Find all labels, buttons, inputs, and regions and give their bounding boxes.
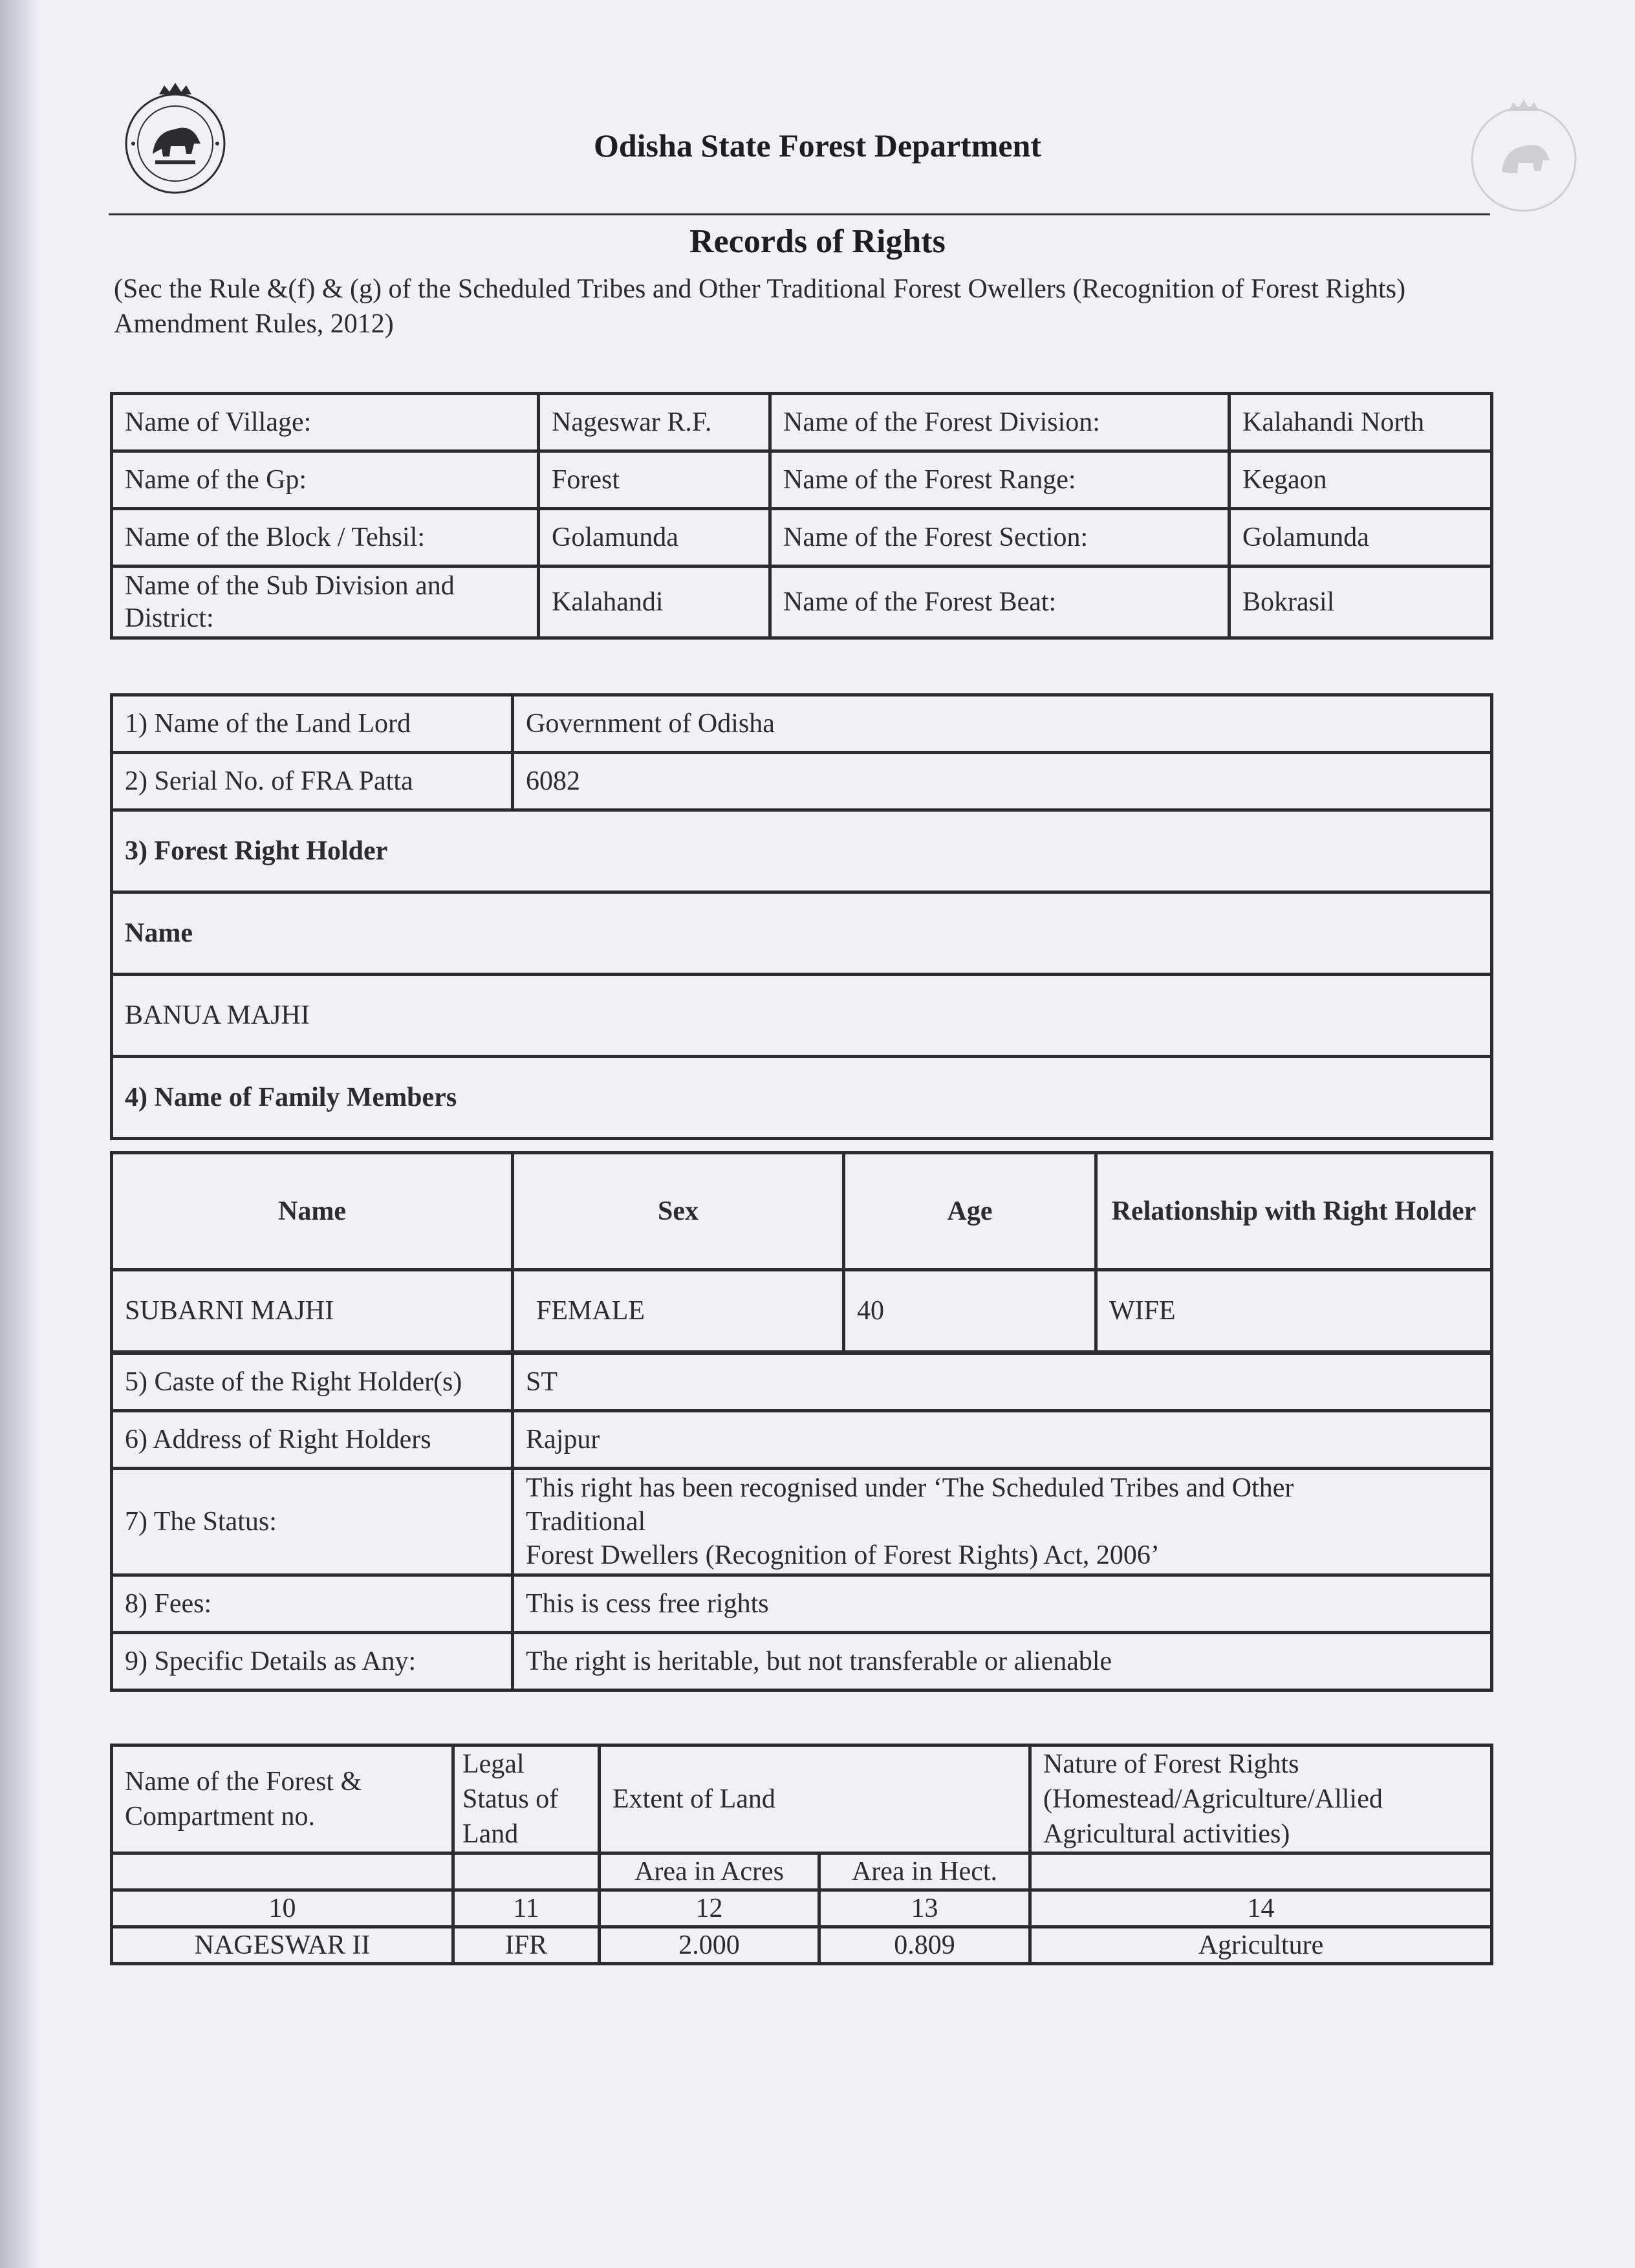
subdivision-label: Name of the Sub Division and District: (112, 567, 539, 638)
title-divider (109, 213, 1490, 215)
family-age-header: Age (844, 1153, 1096, 1270)
extent-of-land-header: Extent of Land (600, 1745, 1030, 1853)
division-label: Name of the Forest Division: (770, 394, 1229, 451)
beat-label: Name of the Forest Beat: (770, 567, 1229, 638)
table-subheader-row (112, 1853, 1492, 1890)
member-name: SUBARNI MAJHI (112, 1270, 513, 1352)
table-header-row (112, 1153, 1492, 1270)
address-value: Rajpur (513, 1411, 1492, 1469)
status-label: 7) The Status: (112, 1469, 513, 1575)
caste-value: ST (513, 1354, 1492, 1411)
table-header-row (112, 1745, 1492, 1853)
holder-name-label: Name (112, 892, 1492, 975)
table-row (112, 1469, 1492, 1575)
table-row (112, 567, 1492, 638)
table-row (112, 892, 1492, 975)
village-value: Nageswar R.F. (539, 394, 770, 451)
block-value: Golamunda (539, 509, 770, 567)
range-value: Kegaon (1229, 451, 1492, 509)
area-hect-value: 0.809 (819, 1927, 1030, 1964)
serial-label: 2) Serial No. of FRA Patta (112, 753, 513, 810)
gp-value: Forest (539, 451, 770, 509)
status-line: Traditional (526, 1507, 646, 1537)
column-number: 14 (1030, 1890, 1492, 1927)
member-sex: FEMALE (513, 1270, 844, 1352)
table-row (112, 1575, 1492, 1633)
document-title: Records of Rights (689, 223, 946, 260)
details-table (110, 1352, 1493, 1692)
status-line: This right has been recognised under ‘The Scheduled Tribes and Other (526, 1473, 1294, 1503)
column-number: 13 (819, 1890, 1030, 1927)
table-row (112, 975, 1492, 1057)
table-row (112, 1927, 1492, 1964)
family-sex-header: Sex (513, 1153, 844, 1270)
table-row (112, 394, 1492, 451)
land-table (110, 1744, 1493, 1965)
table-row (112, 509, 1492, 567)
division-value: Kalahandi North (1229, 394, 1492, 451)
holder-section-heading: 3) Forest Right Holder (112, 810, 1492, 892)
table-row (112, 753, 1492, 810)
family-section-heading: 4) Name of Family Members (112, 1057, 1492, 1139)
document-subtitle: (Sec the Rule &(f) & (g) of the Scheduled Tribes and Other Traditional Forest Owellers (Recognition of Forest Rights) Amendment Rules, 2012) (114, 274, 1406, 339)
section-value: Golamunda (1229, 509, 1492, 567)
table-row (112, 695, 1492, 753)
table-row (112, 1411, 1492, 1469)
area-acres-header: Area in Acres (600, 1853, 819, 1890)
specific-value: The right is heritable, but not transferable or alienable (513, 1633, 1492, 1690)
block-label: Name of the Block / Tehsil: (112, 509, 539, 567)
status-value (513, 1469, 1492, 1575)
table-row (112, 1633, 1492, 1690)
column-number: 11 (453, 1890, 600, 1927)
member-age: 40 (844, 1270, 1096, 1352)
column-number: 12 (600, 1890, 819, 1927)
area-acres-value: 2.000 (600, 1927, 819, 1964)
landlord-label: 1) Name of the Land Lord (112, 695, 513, 753)
beat-value: Bokrasil (1229, 567, 1492, 638)
caste-label: 5) Caste of the Right Holder(s) (112, 1354, 513, 1411)
table-row (112, 1270, 1492, 1352)
legal-status-value: IFR (453, 1927, 600, 1964)
patta-table (110, 693, 1493, 1140)
table-row (112, 810, 1492, 892)
range-label: Name of the Forest Range: (770, 451, 1229, 509)
nature-of-rights-value: Agriculture (1030, 1927, 1492, 1964)
address-label: 6) Address of Right Holders (112, 1411, 513, 1469)
specific-label: 9) Specific Details as Any: (112, 1633, 513, 1690)
column-number-row (112, 1890, 1492, 1927)
village-label: Name of Village: (112, 394, 539, 451)
family-name-header: Name (112, 1153, 513, 1270)
status-line: Forest Dwellers (Recognition of Forest Rights) Act, 2006’ (526, 1540, 1160, 1570)
table-row (112, 451, 1492, 509)
fees-label: 8) Fees: (112, 1575, 513, 1633)
table-row (112, 1354, 1492, 1411)
nature-of-rights-header: Nature of Forest Rights (Homestead/Agriculture/Allied Agricultural activities) (1030, 1745, 1492, 1853)
serial-value: 6082 (513, 753, 1492, 810)
gp-label: Name of the Gp: (112, 451, 539, 509)
empty-cell (453, 1853, 600, 1890)
empty-cell (112, 1853, 453, 1890)
fees-value: This is cess free rights (513, 1575, 1492, 1633)
landlord-value: Government of Odisha (513, 695, 1492, 753)
department-title: Odisha State Forest Department (593, 127, 1042, 164)
forest-compartment-value: NAGESWAR II (112, 1927, 453, 1964)
forest-compartment-header: Name of the Forest & Compartment no. (112, 1745, 453, 1853)
area-hect-header: Area in Hect. (819, 1853, 1030, 1890)
subdivision-value: Kalahandi (539, 567, 770, 638)
member-relationship: WIFE (1096, 1270, 1492, 1352)
column-number: 10 (112, 1890, 453, 1927)
section-label: Name of the Forest Section: (770, 509, 1229, 567)
family-members-table (110, 1151, 1493, 1354)
holder-name-value: BANUA MAJHI (112, 975, 1492, 1057)
table-row (112, 1057, 1492, 1139)
empty-cell (1030, 1853, 1492, 1890)
family-relationship-header: Relationship with Right Holder (1096, 1153, 1492, 1270)
location-table (110, 392, 1493, 640)
legal-status-header: Legal Status of Land (453, 1745, 600, 1853)
